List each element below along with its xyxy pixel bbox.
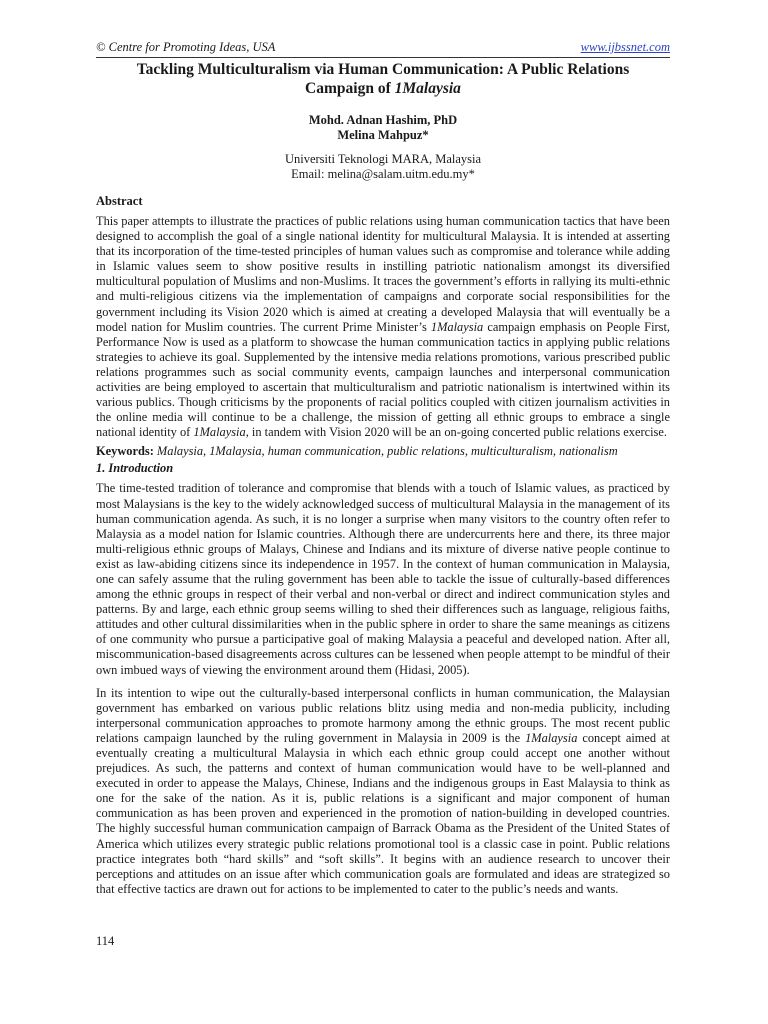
abstract-part-1: This paper attempts to illustrate the practices of public relations using human communication tactics that have been designed to accomplish the goal of a single national identity for multicultural Malaysia. It is intended at asserting that its incorporation of the time-tested principles of human values such as compromise and tolerance while adding in Islamic values seem to show positive results in instilling patriotic nationalism amongst its diversified multicultural population of Muslims and non-Muslims. It traces the government’s efforts in rallying its multi-ethnic and multi-religious citizens via the implementation of campaigns and corporate social responsibilities for the government including its Vision 2020 which is aimed at creating a developed Malaysia that will eventually be a model nation for Muslim countries. The current Prime Minister’s	[96, 214, 670, 334]
title-line-2-italic: 1Malaysia	[394, 80, 461, 97]
header-divider	[96, 57, 670, 58]
running-header	[96, 40, 670, 58]
author-2: Melina Mahpuz*	[337, 128, 429, 142]
section-heading-introduction: 1. Introduction	[96, 461, 174, 476]
title-line-1: Tackling Multiculturalism via Human Communication: A Public Relations	[136, 61, 630, 78]
intro-paragraph-2	[96, 686, 670, 897]
institution: Universiti Teknologi MARA, Malaysia	[284, 152, 482, 166]
abstract-italic-1: 1Malaysia	[430, 319, 484, 334]
intro-paragraph-1: The time-tested tradition of tolerance and compromise that blends with a touch of Islamic values, as practiced by most Malaysians is the key to the widely acknowledged success of multicultural Malaysia in the management of its human communication agenda. As such, it is no longer a surprise when many visitors to the country often refer to Malaysia as a model nation for Islamic countries. Although there are undercurrents here and there, its three major multi-religious ethnic groups of Malays, Chinese and Indians and its mixture of diverse native people continue to exist as law-abiding citizens since its independence in 1957. In the context of human communication in Malaysia, one can safely assume that the ruling government has been able to tackle the issue of culturally-based differences among the ethnic groups in respect of their verbal and non-verbal or direct and indirect communication styles and patterns. By and large, each ethnic group seems willing to shed their differences such as language, religious faiths, attitudes and other cultural dissimilarities when in the public sphere in order to share the same meanings as citizens of one community who pursue a participative goal of making Malaysia a peaceful and developed nation. After all, miscommunication-based disagreements across cultures can be lessened when people attempt to be mindful of their own imbued ways of viewing the environment around them (Hidasi, 2005).	[96, 481, 670, 677]
intro-p2-italic: 1Malaysia	[525, 730, 578, 745]
paper-content	[96, 60, 670, 897]
publisher-credit: © Centre for Promoting Ideas, USA	[96, 40, 276, 54]
abstract-text	[96, 214, 670, 440]
title-line-2-prefix: Campaign of	[305, 80, 395, 97]
keywords-label: Keywords:	[96, 444, 154, 459]
affiliation	[96, 152, 670, 182]
paper-title	[96, 60, 670, 98]
keywords-text: Malaysia, 1Malaysia, human communication, public relations, multiculturalism, nationalism	[153, 444, 618, 459]
abstract-part-2: campaign emphasis on People First, Performance Now is used as a platform to showcase the human communication tactics in applying public relations strategies to achieve its goal. Supplemented by the intensive media relations promotions, various prescribed public relations programmes such as social community events, campaign launches and interpersonal communication activities are being employed to ascertain that multiculturalism and patriotic nationalism is intertwined within its various publics. Though criticisms by the proponents of racial politics coupled with citizen journalism activities in the online media will continue to be a challenge, the mission of getting all ethnic groups to embrace a single national identity of	[96, 319, 670, 440]
keywords	[96, 444, 670, 459]
abstract-italic-2: 1Malaysia	[193, 425, 246, 440]
intro-p2-part-1: In its intention to wipe out the culturally-based interpersonal conflicts in human communication, the Malaysian government has embarked on various public relations blitz using media and non-media publicity, including interpersonal communication approaches to promote harmony among the ethnic groups. The most recent public relations campaign launched by the ruling government in Malaysia in 2009 is the	[96, 685, 670, 745]
email: Email: melina@salam.uitm.edu.my*	[291, 167, 475, 181]
abstract-part-3: , in tandem with Vision 2020 will be an on-going concerted public relations exercise.	[245, 425, 667, 440]
intro-p2-part-2: concept aimed at eventually creating a multicultural Malaysia in which each ethnic group could accept one another without prejudices. As such, the patterns and context of human communication would have to be well-planned and executed in order to appease the Malays, Chinese, Indians and the indigenous groups in East Malaysia to think as one for the sake of the nation. As it is, public relations is a significant and major component of human communication as has been proven and experienced in the promotion of nation-building in developed countries. The highly successful human communication campaign of Barrack Obama as the President of the United States of America which utilizes every strategic public relations promotional tool is a classic case in point. Public relations practice integrates both “hard skills” and “soft skills”. It begins with an audience research to uncover their perceptions and attitudes on an issue after which communication goals are formulated and ideas are strategized so that effective tactics are drawn out for actions to be implemented to cater to the public’s needs and wants.	[96, 730, 670, 896]
author-1: Mohd. Adnan Hashim, PhD	[308, 113, 458, 127]
journal-link[interactable]: www.ijbssnet.com	[580, 40, 670, 54]
page-number: 114	[96, 934, 115, 948]
abstract-heading: Abstract	[96, 194, 143, 208]
author-list	[96, 113, 670, 143]
